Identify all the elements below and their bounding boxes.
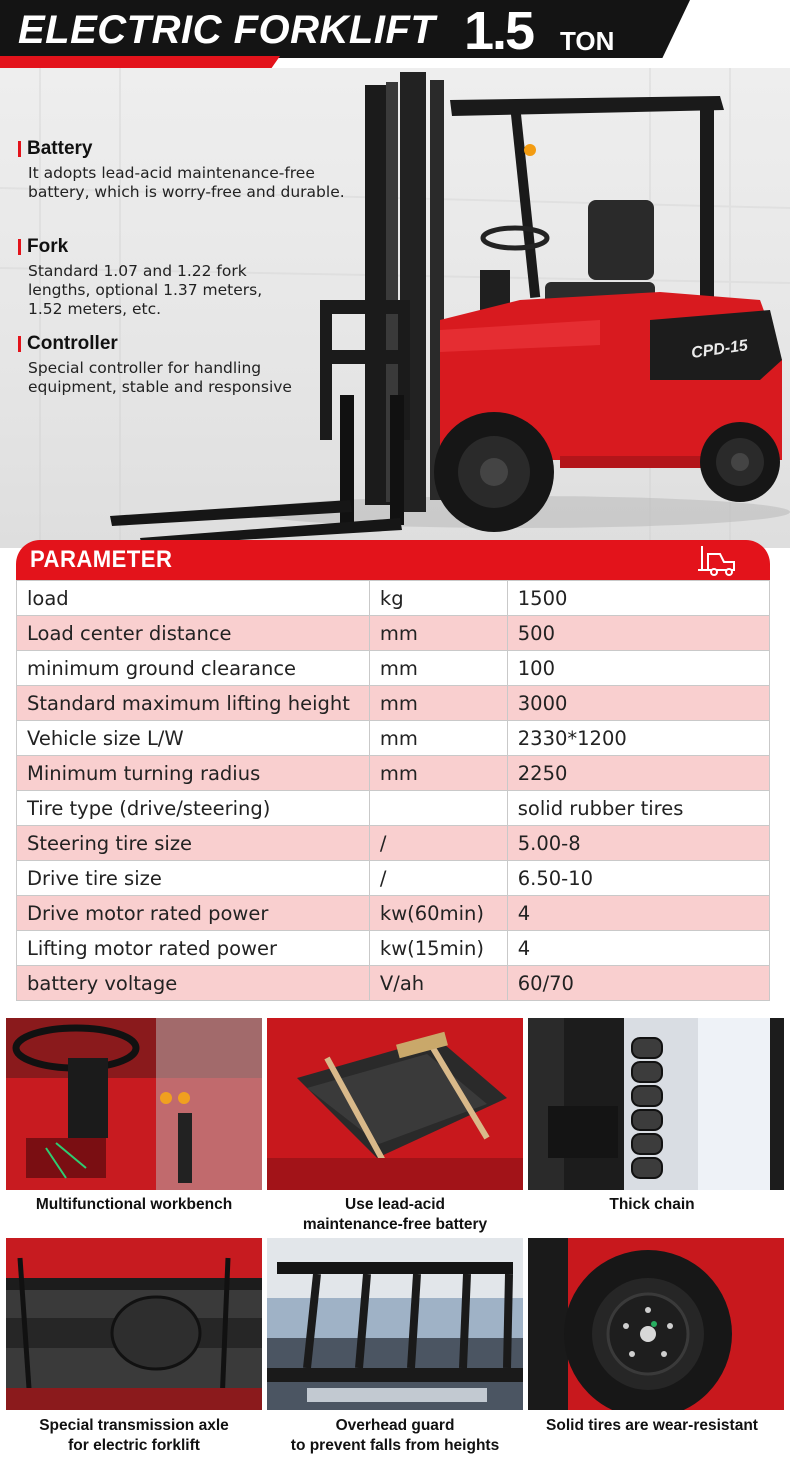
param-value: 500: [507, 616, 769, 651]
param-name: Load center distance: [17, 616, 370, 651]
feature-text: It adopts lead-acid maintenance-free battery, which is worry-free and durable.: [28, 164, 345, 201]
param-value: 4: [507, 931, 769, 966]
model-label: CPD-15: [690, 337, 749, 362]
caption-axle: [3, 1416, 265, 1456]
caption-line-1: Thick chain: [609, 1196, 695, 1213]
param-value: 1500: [507, 581, 769, 616]
table-row: [17, 756, 770, 791]
param-name: load: [17, 581, 370, 616]
caption-line-1: Solid tires are wear-resistant: [546, 1417, 758, 1434]
table-row: [17, 861, 770, 896]
param-value: 6.50-10: [507, 861, 769, 896]
caption-battery: [264, 1195, 526, 1235]
table-row: [17, 826, 770, 861]
caption-workbench: [3, 1195, 265, 1215]
feature-controller: [18, 333, 328, 397]
photo-solid-tire: [528, 1238, 784, 1410]
param-unit: /: [369, 826, 507, 861]
param-unit: mm: [369, 616, 507, 651]
feature-text: Standard 1.07 and 1.22 fork lengths, optional 1.37 meters, 1.52 meters, etc.: [28, 262, 263, 318]
caption-line-2: maintenance-free battery: [302, 1216, 488, 1233]
caption-line-1: Use lead-acid: [345, 1196, 445, 1213]
param-value: solid rubber tires: [507, 791, 769, 826]
parameter-title: PARAMETER: [30, 546, 173, 573]
hero-section: [0, 68, 790, 548]
table-row: [17, 721, 770, 756]
feature-fork: [18, 236, 298, 319]
table-row: [17, 931, 770, 966]
table-row: [17, 581, 770, 616]
param-value: 3000: [507, 686, 769, 721]
caption-chain: [521, 1195, 783, 1215]
param-value: 2250: [507, 756, 769, 791]
param-value: 5.00-8: [507, 826, 769, 861]
param-unit: mm: [369, 651, 507, 686]
caption-line-1: Special transmission axle: [39, 1417, 229, 1434]
param-name: Drive motor rated power: [17, 896, 370, 931]
param-value: 2330*1200: [507, 721, 769, 756]
caption-line-2: to prevent falls from heights: [290, 1437, 500, 1454]
caption-line-1: Overhead guard: [335, 1417, 455, 1434]
accent-bar: [18, 239, 21, 255]
photo-chain: [528, 1018, 784, 1190]
table-row: [17, 651, 770, 686]
param-name: Steering tire size: [17, 826, 370, 861]
param-unit: [369, 791, 507, 826]
feature-title: Controller: [27, 333, 118, 354]
feature-battery: [18, 138, 348, 202]
param-unit: mm: [369, 756, 507, 791]
caption-line-1: Multifunctional workbench: [35, 1196, 233, 1213]
table-row: [17, 966, 770, 1001]
param-unit: kw(60min): [369, 896, 507, 931]
param-unit: kw(15min): [369, 931, 507, 966]
banner-title: ELECTRIC FORKLIFT: [18, 8, 436, 52]
caption-overhead-guard: [264, 1416, 526, 1456]
photo-axle: [6, 1238, 262, 1410]
photo-battery: [267, 1018, 523, 1190]
param-value: 4: [507, 896, 769, 931]
param-unit: mm: [369, 686, 507, 721]
banner-capacity: 1.5: [464, 1, 534, 61]
param-name: minimum ground clearance: [17, 651, 370, 686]
param-unit: mm: [369, 721, 507, 756]
feature-title: Fork: [27, 236, 69, 257]
caption-solid-tire: [521, 1416, 783, 1436]
banner-unit: TON: [560, 26, 615, 56]
photo-workbench: [6, 1018, 262, 1190]
param-unit: kg: [369, 581, 507, 616]
param-name: Tire type (drive/steering): [17, 791, 370, 826]
table-row: [17, 616, 770, 651]
param-name: Vehicle size L/W: [17, 721, 370, 756]
table-row: [17, 896, 770, 931]
photo-overhead-guard: [267, 1238, 523, 1410]
banner-red-stripe: [0, 56, 280, 68]
table-row: [17, 791, 770, 826]
parameter-table: [16, 580, 770, 1001]
param-unit: /: [369, 861, 507, 896]
forklift-icon: [696, 544, 738, 576]
accent-bar: [18, 141, 21, 157]
table-row: [17, 686, 770, 721]
accent-bar: [18, 336, 21, 352]
param-name: Standard maximum lifting height: [17, 686, 370, 721]
param-name: Drive tire size: [17, 861, 370, 896]
parameter-header: [16, 540, 770, 580]
feature-text: Special controller for handling equipment, stable and responsive: [28, 359, 292, 396]
header-banner: [0, 0, 790, 68]
caption-line-2: for electric forklift: [68, 1437, 200, 1454]
param-name: Minimum turning radius: [17, 756, 370, 791]
param-name: Lifting motor rated power: [17, 931, 370, 966]
feature-title: Battery: [27, 138, 93, 159]
param-name: battery voltage: [17, 966, 370, 1001]
param-unit: V/ah: [369, 966, 507, 1001]
param-value: 100: [507, 651, 769, 686]
param-value: 60/70: [507, 966, 769, 1001]
